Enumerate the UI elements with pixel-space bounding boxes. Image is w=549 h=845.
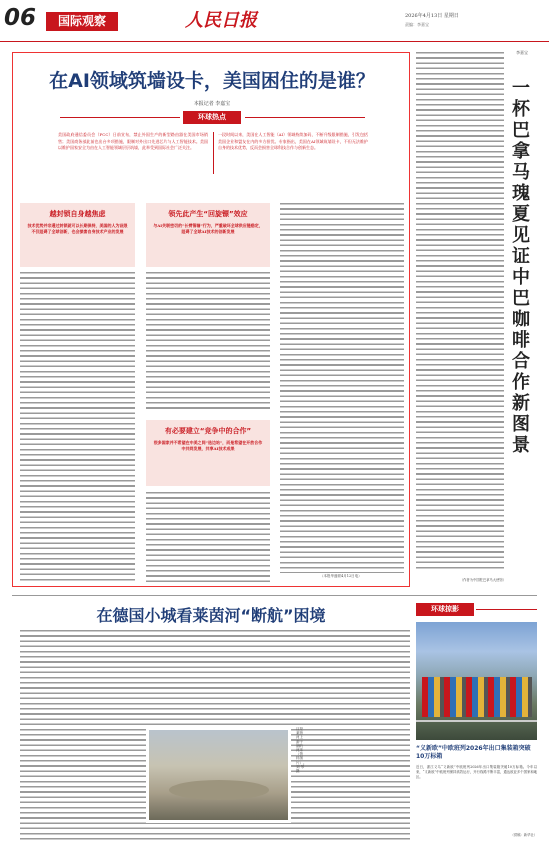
photo-text: 近日，浙江义乌“义新欧”中欧班列2026年出口集装箱突破10万标箱。今年以来，“义新欧”中欧班列保持高效运行，开行线路不断丰富，通达欧亚多个国家和地区。	[416, 765, 537, 780]
side-byline: 李嘉宝	[516, 50, 528, 55]
lead-signoff: （本报华盛顿4月12日电）	[320, 574, 362, 578]
issue-date: 2026年4月13日 星期日	[405, 13, 459, 19]
rail-track	[416, 720, 537, 722]
side-column-text	[416, 52, 504, 572]
hot-topic-left-line	[60, 117, 180, 118]
hot-topic-label: 环球热点	[183, 111, 241, 124]
page-number: 06	[4, 5, 37, 31]
horizontal-divider	[12, 595, 537, 596]
summary-divider	[213, 132, 214, 174]
subhead-box-3	[146, 420, 270, 486]
subhead-3-lead: 很多国家并不希望在中美之间“选边站”，而是希望在开放合作中共同发展，共享AI技术成果	[153, 440, 263, 452]
editor-line: 责编：李嘉宝	[405, 22, 429, 27]
photo-section-line	[476, 609, 537, 610]
summary-right: 一段时间以来，美国在人工智能（AI）领域持续加码，不断升级限制措施，引发包括美国企业和盟友在内的多方担忧。专家指出，美国在AI领域筑墙设卡，不但无法维护自身的技术优势，反而会损害全球科技合作与创新生态。	[218, 132, 368, 150]
hot-topic-right-line	[245, 117, 365, 118]
photo-caption-vertical: 这是莱茵河上游干涸的河床（资料图片）。刘 琴摄	[296, 727, 306, 774]
lead-byline: 本报记者 李嘉宝	[193, 101, 231, 107]
bottom-article-title: 在德国小城看莱茵河“断航”困境	[96, 606, 326, 625]
river-photo	[146, 727, 291, 823]
subhead-1-title: 越封锁自身越焦虑	[49, 210, 106, 218]
article-text-col-1	[20, 272, 135, 582]
paper-logo: 人民日报	[185, 10, 257, 31]
riverbed-shape	[169, 780, 269, 800]
subhead-2-lead: 与AI关联密切的“长臂管辖”行为，严重破坏全球供应链稳定，阻碍了全球AI技术的创新发展	[153, 223, 263, 235]
photo-section-label: 环球掠影	[416, 603, 474, 616]
photo-title: “义新欧”中欧班列2026年出口集装箱突破10万标箱	[416, 745, 531, 760]
container-rows	[422, 677, 532, 717]
photo-signoff: （供稿：新华社）	[510, 833, 537, 837]
summary-left: 美国政府通信委员会（FCC）日前宣布，禁止外国生产的新型路由器在美国市场销售；美国商务部此前也出台多项措施，限制对外出口先进芯片与人工智能技术。美国以维护国家安全为由在人工智能领域层层筑墙，此举受到国际社会广泛关注。	[58, 132, 208, 150]
side-title: 一杯巴拿马瑰夏见证中巴咖啡合作新图景	[512, 78, 530, 456]
train-photo	[416, 622, 537, 740]
side-signoff: （作者为中国驻巴拿马大使馆）	[459, 578, 506, 582]
subhead-box-2	[146, 203, 270, 267]
lead-title: 在AI领域筑墙设卡，美国困住的是谁？	[49, 70, 375, 92]
article-text-col-2a	[146, 272, 270, 412]
masthead	[0, 0, 549, 42]
subhead-1-lead: 技术优势并非通过封锁就可以长期保持，美国的人为设限不仅阻碍了全球创新，也会损害自身技术产业的发展	[27, 223, 128, 235]
article-text-col-2b	[146, 492, 270, 582]
subhead-2-title: 领先此产生“回旋镖”效应	[168, 210, 248, 218]
subhead-box-1	[20, 203, 135, 267]
subhead-3-title: 有必要建立“竞争中的合作”	[164, 427, 252, 435]
article-text-col-3	[280, 203, 404, 573]
section-tab: 国际观察	[46, 12, 118, 31]
